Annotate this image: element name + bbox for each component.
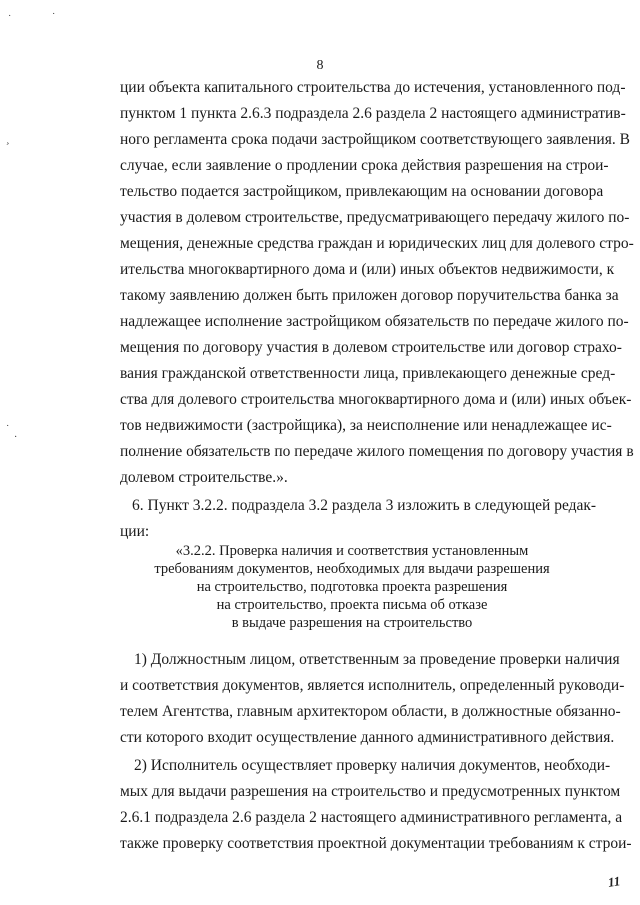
heading-line: в выдаче разрешения на строительство: [231, 615, 473, 631]
text-line: 2) Исполнитель осуществляет проверку наличия документов, необходи-: [134, 757, 611, 774]
text-line: такому заявлению должен быть приложен договор поручительства банка за: [120, 287, 619, 304]
text-line: ства для долевого строительства многоквартирного дома и (или) иных объек-: [120, 391, 632, 408]
text-line: ции:: [120, 523, 150, 540]
text-line: ции объекта капитального строительства до истечения, установленного под-: [120, 79, 626, 96]
text-line: мещения, денежные средства граждан и юридических лиц для долевого стро-: [120, 235, 634, 252]
text-line: также проверку соответствия проектной документации требованиям к строи-: [120, 835, 632, 852]
text-line: 6. Пункт 3.2.2. подраздела 3.2 раздела 3 изложить в следующей редак-: [132, 497, 597, 514]
text-line: вания гражданской ответственности лица, привлекающего денежные сред-: [120, 365, 616, 382]
text-line: и соответствия документов, является исполнитель, определенный руководи-: [120, 677, 625, 694]
text-line: тов недвижимости (застройщика), за неисполнение или ненадлежащее ис-: [120, 417, 612, 434]
text-line: полнение обязательств по передаче жилого помещения по договору участия в: [120, 443, 634, 460]
text-line: телем Агентства, главным архитектором области, в должностные обязанно-: [120, 703, 621, 720]
text-line: пунктом 1 пункта 2.6.3 подраздела 2.6 раздела 2 настоящего административ-: [120, 105, 626, 122]
text-line: ительства многоквартирного дома и (или) иных объектов недвижимости, к: [120, 261, 615, 278]
text-line: участия в долевом строительстве, предусматривающего передачу жилого по-: [120, 209, 630, 226]
margin-mark: ˙: [8, 14, 12, 25]
text-line: сти которого входит осуществление данного административного действия.: [120, 729, 615, 746]
heading-line: на строительство, проекта письма об отказе: [216, 597, 488, 613]
text-line: долевом строительстве.».: [120, 469, 288, 486]
margin-mark: ·: [14, 432, 18, 443]
heading-line: требованиям документов, необходимых для выдачи разрешения: [154, 561, 550, 577]
text-line: тельство подается застройщиком, привлекающим на основании договора: [120, 183, 604, 200]
handwritten-signature: 11: [606, 873, 622, 890]
margin-mark: ¸: [6, 134, 10, 145]
margin-mark: ˙: [52, 12, 56, 23]
text-line: 1) Должностным лицом, ответственным за проведение проверки наличия: [134, 651, 620, 668]
text-line: мещения по договору участия в долевом строительстве или договор страхо-: [120, 339, 622, 356]
margin-mark: ˙: [6, 424, 10, 435]
page-number: 8: [316, 58, 324, 73]
heading-line: на строительство, подготовка проекта разрешения: [196, 579, 508, 595]
text-line: надлежащее исполнение застройщиком обязательств по передаче жилого по-: [120, 313, 629, 330]
text-line: ного регламента срока подачи застройщиком соответствующего заявления. В: [120, 131, 630, 148]
text-line: мых для выдачи разрешения на строительство и предусмотренных пунктом: [120, 783, 621, 800]
text-line: 2.6.1 подраздела 2.6 раздела 2 настоящего административного регламента, а: [120, 809, 623, 826]
heading-line: «3.2.2. Проверка наличия и соответствия установленным: [175, 543, 529, 559]
text-line: случае, если заявление о продлении срока действия разрешения на строи-: [120, 157, 609, 174]
